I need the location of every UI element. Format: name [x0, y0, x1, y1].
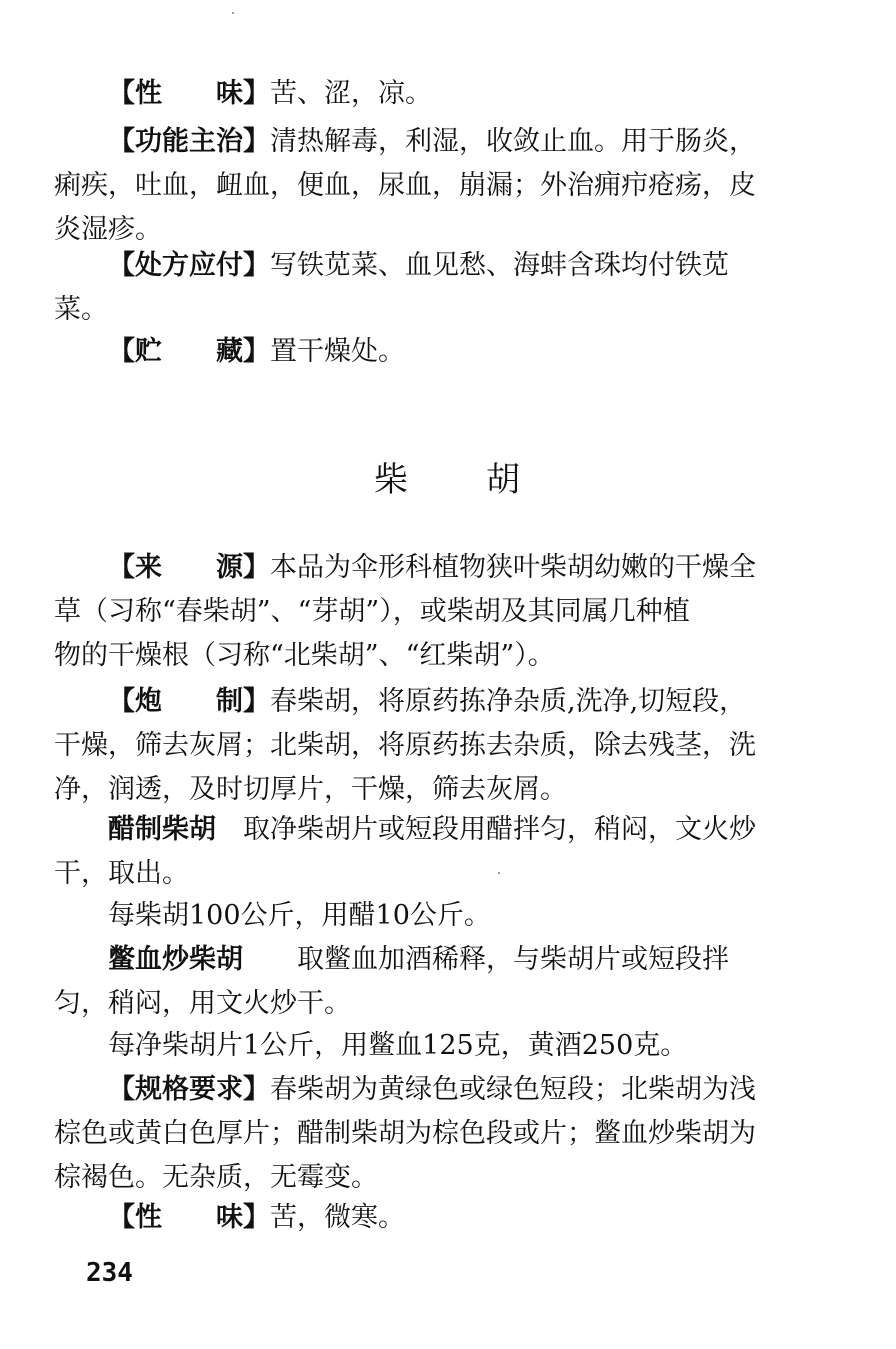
entry-text: 清热解毒，利湿，收敛止血。用于肠炎，: [270, 126, 756, 157]
paragraph: [54, 330, 806, 374]
text-line: [54, 288, 806, 332]
section-title-char-1: 柴: [374, 460, 410, 500]
entry-text: 取净柴胡片或短段用醋拌匀，稍闷，文火炒: [216, 814, 756, 845]
entry-text: 棕色或黄白色厚片；醋制柴胡为棕色段或片；鳖血炒柴胡为: [54, 1118, 756, 1149]
entry-text: 棕褐色。无杂质，无霉变。: [54, 1162, 378, 1193]
paragraph: [54, 894, 806, 938]
paragraph: [54, 120, 806, 252]
paragraph: [54, 680, 806, 812]
paragraph: [54, 546, 806, 678]
entry-label: 醋制柴胡: [108, 814, 216, 845]
entry-text: 匀，稍闷，用文火炒干。: [54, 988, 351, 1019]
paragraph: [54, 244, 806, 332]
entry-text: 本品为伞形科植物狭叶柴胡幼嫩的干燥全: [270, 552, 756, 583]
entry-label: 【贮 藏】: [108, 336, 270, 367]
entry-label: 【性 味】: [108, 78, 270, 109]
entry-text: 每净柴胡片1公斤，用鳖血125克，黄酒250克。: [108, 1030, 688, 1061]
entry-text: 干燥，筛去灰屑；北柴胡，将原药拣去杂质，除去残茎，洗: [54, 730, 756, 761]
text-line: [54, 852, 806, 896]
scan-speck: [232, 12, 234, 14]
paragraph: [54, 72, 806, 116]
text-line: [54, 1112, 806, 1156]
text-line: [54, 1156, 806, 1200]
entry-label: 【处方应付】: [108, 250, 270, 281]
entry-text: 苦，微寒。: [270, 1202, 405, 1233]
entry-text: 每柴胡100公斤，用醋10公斤。: [108, 900, 491, 931]
entry-label: 【性 味】: [108, 1202, 270, 1233]
entry-text: 取鳖血加酒稀释，与柴胡片或短段拌: [243, 944, 729, 975]
text-line: [54, 546, 806, 590]
scan-speck: [498, 872, 500, 874]
entry-text: 春柴胡，将原药拣净杂质,洗净,切短段，: [270, 686, 747, 717]
text-line: [54, 72, 806, 116]
entry-text: 置干燥处。: [270, 336, 405, 367]
entry-label: 【功能主治】: [108, 126, 270, 157]
entry-text: 痢疾，吐血，衄血，便血，尿血，崩漏；外治痈疖疮疡，皮: [54, 170, 756, 201]
text-line: [54, 634, 806, 678]
text-line: [54, 680, 806, 724]
text-line: [54, 808, 806, 852]
entry-text: 菜。: [54, 294, 108, 325]
text-line: [54, 894, 806, 938]
text-line: [54, 590, 806, 634]
text-line: [54, 330, 806, 374]
text-line: [54, 938, 806, 982]
text-line: [54, 982, 806, 1026]
text-line: [54, 1024, 806, 1068]
entry-text: 春柴胡为黄绿色或绿色短段；北柴胡为浅: [270, 1074, 756, 1105]
paragraph: [54, 1196, 806, 1240]
text-line: [54, 1068, 806, 1112]
section-title: [0, 452, 896, 501]
entry-text: 净，润透，及时切厚片，干燥，筛去灰屑。: [54, 774, 567, 805]
paragraph: [54, 808, 806, 896]
page-number: 234: [86, 1258, 133, 1288]
paragraph: [54, 1068, 806, 1200]
entry-label: 鳖血炒柴胡: [108, 944, 243, 975]
section-title-char-2: 胡: [486, 460, 522, 500]
text-line: [54, 768, 806, 812]
entry-text: 物的干燥根（习称“北柴胡”、“红柴胡”）。: [54, 640, 555, 671]
text-line: [54, 1196, 806, 1240]
entry-text: 苦、涩，凉。: [270, 78, 432, 109]
entry-label: 【炮 制】: [108, 686, 270, 717]
paragraph: [54, 938, 806, 1026]
text-line: [54, 244, 806, 288]
entry-label: 【来 源】: [108, 552, 270, 583]
entry-text: 草（习称“春柴胡”、“芽胡”），或柴胡及其同属几种植: [54, 596, 690, 627]
entry-text: 炎湿疹。: [54, 214, 162, 245]
text-line: [54, 724, 806, 768]
text-line: [54, 120, 806, 164]
paragraph: [54, 1024, 806, 1068]
entry-label: 【规格要求】: [108, 1074, 270, 1105]
text-line: [54, 164, 806, 208]
entry-text: 写铁苋菜、血见愁、海蚌含珠均付铁苋: [270, 250, 729, 281]
entry-text: 干，取出。: [54, 858, 189, 889]
